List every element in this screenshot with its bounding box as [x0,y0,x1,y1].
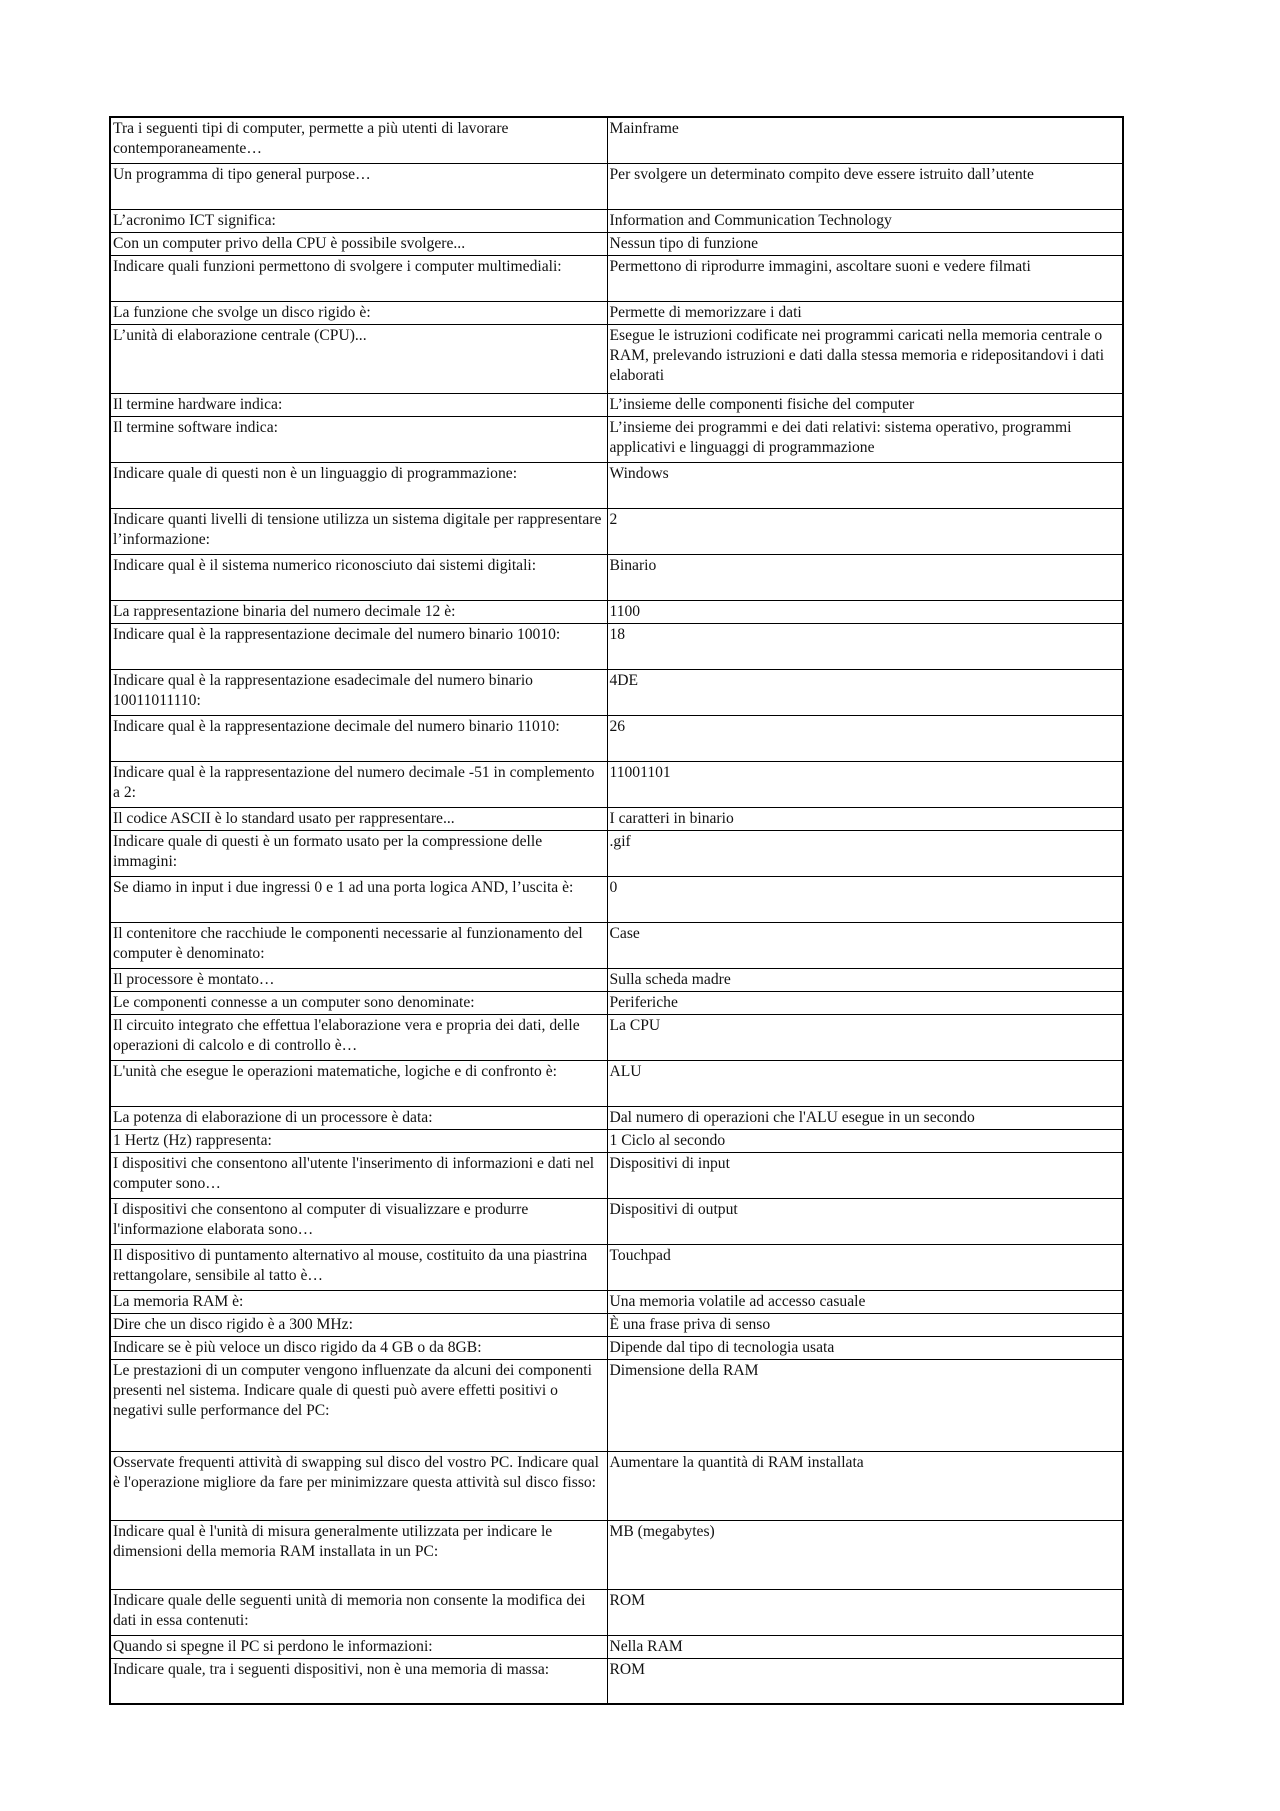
table-row [110,830,1123,876]
answer-cell: 18 [607,623,1123,669]
answer-cell: ROM [607,1589,1123,1635]
answer-cell: 2 [607,508,1123,554]
question-cell: Il circuito integrato che effettua l'elaborazione vera e propria dei dati, delle operazioni di calcolo e di controllo è… [110,1014,607,1060]
question-cell: Con un computer privo della CPU è possibile svolgere... [110,232,607,255]
question-cell: Il termine hardware indica: [110,393,607,416]
answer-cell: Nella RAM [607,1635,1123,1658]
table-row [110,163,1123,209]
table-row [110,669,1123,715]
question-cell: Indicare qual è il sistema numerico riconosciuto dai sistemi digitali: [110,554,607,600]
answer-cell: Nessun tipo di funzione [607,232,1123,255]
table-row [110,922,1123,968]
question-cell: Indicare qual è la rappresentazione del numero decimale -51 in complemento a 2: [110,761,607,807]
table-row [110,1451,1123,1520]
question-cell: Se diamo in input i due ingressi 0 e 1 ad una porta logica AND, l’uscita è: [110,876,607,922]
table-row [110,1129,1123,1152]
question-cell: Le prestazioni di un computer vengono influenzate da alcuni dei componenti presenti nel sistema. Indicare quale di questi può avere effetti positivi o negativi sulle performance del PC: [110,1359,607,1451]
answer-cell: Esegue le istruzioni codificate nei programmi caricati nella memoria centrale o RAM, prelevando istruzioni e dati dalla stessa memoria e ridepositandovi i dati elaborati [607,324,1123,393]
table-row [110,255,1123,301]
answer-cell: Touchpad [607,1244,1123,1290]
table-row [110,876,1123,922]
answer-cell: 26 [607,715,1123,761]
question-cell: La funzione che svolge un disco rigido è: [110,301,607,324]
answer-cell: Binario [607,554,1123,600]
table-row [110,232,1123,255]
question-cell: Indicare qual è l'unità di misura generalmente utilizzata per indicare le dimensioni della memoria RAM installata in un PC: [110,1520,607,1589]
answer-cell: Per svolgere un determinato compito deve essere istruito dall’utente [607,163,1123,209]
answer-cell: L’insieme dei programmi e dei dati relativi: sistema operativo, programmi applicativi e linguaggi di programmazione [607,416,1123,462]
table-row [110,508,1123,554]
question-cell: Tra i seguenti tipi di computer, permette a più utenti di lavorare contemporaneamente… [110,117,607,163]
question-cell: Indicare qual è la rappresentazione decimale del numero binario 11010: [110,715,607,761]
question-cell: Osservate frequenti attività di swapping sul disco del vostro PC. Indicare qual è l'operazione migliore da fare per minimizzare questa attività sul disco fisso: [110,1451,607,1520]
question-cell: Un programma di tipo general purpose… [110,163,607,209]
answer-cell: MB (megabytes) [607,1520,1123,1589]
question-cell: La rappresentazione binaria del numero decimale 12 è: [110,600,607,623]
answer-cell: È una frase priva di senso [607,1313,1123,1336]
answer-cell: Case [607,922,1123,968]
answer-cell: Mainframe [607,117,1123,163]
table-row [110,209,1123,232]
table-row [110,393,1123,416]
question-cell: Indicare qual è la rappresentazione decimale del numero binario 10010: [110,623,607,669]
answer-cell: Sulla scheda madre [607,968,1123,991]
question-cell: 1 Hertz (Hz) rappresenta: [110,1129,607,1152]
table-row [110,1635,1123,1658]
answer-cell: Dispositivi di input [607,1152,1123,1198]
answer-cell: Permette di memorizzare i dati [607,301,1123,324]
question-cell: Indicare quale, tra i seguenti dispositivi, non è una memoria di massa: [110,1658,607,1704]
question-cell: Dire che un disco rigido è a 300 MHz: [110,1313,607,1336]
table-row [110,1198,1123,1244]
table-row [110,600,1123,623]
question-cell: L’acronimo ICT significa: [110,209,607,232]
answer-cell: Dispositivi di output [607,1198,1123,1244]
answer-cell: L’insieme delle componenti fisiche del computer [607,393,1123,416]
answer-cell: Dal numero di operazioni che l'ALU esegue in un secondo [607,1106,1123,1129]
answer-cell: Windows [607,462,1123,508]
question-cell: La potenza di elaborazione di un processore è data: [110,1106,607,1129]
question-cell: Le componenti connesse a un computer sono denominate: [110,991,607,1014]
table-body [110,117,1123,1704]
question-cell: Il processore è montato… [110,968,607,991]
question-cell: I dispositivi che consentono all'utente l'inserimento di informazioni e dati nel computer sono… [110,1152,607,1198]
table-row [110,715,1123,761]
answer-cell: I caratteri in binario [607,807,1123,830]
table-row [110,1359,1123,1451]
table-row [110,1520,1123,1589]
question-cell: Indicare quale di questi è un formato usato per la compressione delle immagini: [110,830,607,876]
table-row [110,324,1123,393]
answer-cell: Aumentare la quantità di RAM installata [607,1451,1123,1520]
answer-cell: Information and Communication Technology [607,209,1123,232]
table-row [110,416,1123,462]
answer-cell: ALU [607,1060,1123,1106]
table-row [110,554,1123,600]
question-cell: L'unità che esegue le operazioni matematiche, logiche e di confronto è: [110,1060,607,1106]
table-row [110,1152,1123,1198]
question-cell: L’unità di elaborazione centrale (CPU)... [110,324,607,393]
table-row [110,1106,1123,1129]
answer-cell: ROM [607,1658,1123,1704]
table-row [110,1313,1123,1336]
question-cell: Indicare quanti livelli di tensione utilizza un sistema digitale per rappresentare l’informazione: [110,508,607,554]
table-row [110,301,1123,324]
question-cell: Indicare se è più veloce un disco rigido da 4 GB o da 8GB: [110,1336,607,1359]
table-row [110,1658,1123,1704]
question-cell: Il termine software indica: [110,416,607,462]
question-cell: Il codice ASCII è lo standard usato per rappresentare... [110,807,607,830]
answer-cell: Periferiche [607,991,1123,1014]
table-row [110,1014,1123,1060]
answer-cell: 4DE [607,669,1123,715]
answer-cell: 11001101 [607,761,1123,807]
table-row [110,462,1123,508]
answer-cell: Permettono di riprodurre immagini, ascoltare suoni e vedere filmati [607,255,1123,301]
question-cell: Indicare quali funzioni permettono di svolgere i computer multimediali: [110,255,607,301]
table-row [110,968,1123,991]
question-cell: Indicare quale delle seguenti unità di memoria non consente la modifica dei dati in essa contenuti: [110,1589,607,1635]
question-cell: I dispositivi che consentono al computer di visualizzare e produrre l'informazione elaborata sono… [110,1198,607,1244]
table-row [110,1290,1123,1313]
table-row [110,1589,1123,1635]
table-row [110,1244,1123,1290]
table-row [110,623,1123,669]
question-cell: La memoria RAM è: [110,1290,607,1313]
answer-cell: Una memoria volatile ad accesso casuale [607,1290,1123,1313]
question-cell: Il dispositivo di puntamento alternativo al mouse, costituito da una piastrina rettangolare, sensibile al tatto è… [110,1244,607,1290]
table-row [110,761,1123,807]
table-row [110,1060,1123,1106]
table-row [110,807,1123,830]
question-cell: Quando si spegne il PC si perdono le informazioni: [110,1635,607,1658]
answer-cell: 0 [607,876,1123,922]
table-row [110,1336,1123,1359]
answer-cell: .gif [607,830,1123,876]
answer-cell: Dipende dal tipo di tecnologia usata [607,1336,1123,1359]
answer-cell: 1100 [607,600,1123,623]
answer-cell: 1 Ciclo al secondo [607,1129,1123,1152]
question-cell: Indicare qual è la rappresentazione esadecimale del numero binario 10011011110: [110,669,607,715]
question-cell: Il contenitore che racchiude le componenti necessarie al funzionamento del computer è denominato: [110,922,607,968]
answer-cell: La CPU [607,1014,1123,1060]
answer-cell: Dimensione della RAM [607,1359,1123,1451]
table-row [110,117,1123,163]
question-answer-table [109,116,1124,1705]
table-row [110,991,1123,1014]
question-cell: Indicare quale di questi non è un linguaggio di programmazione: [110,462,607,508]
